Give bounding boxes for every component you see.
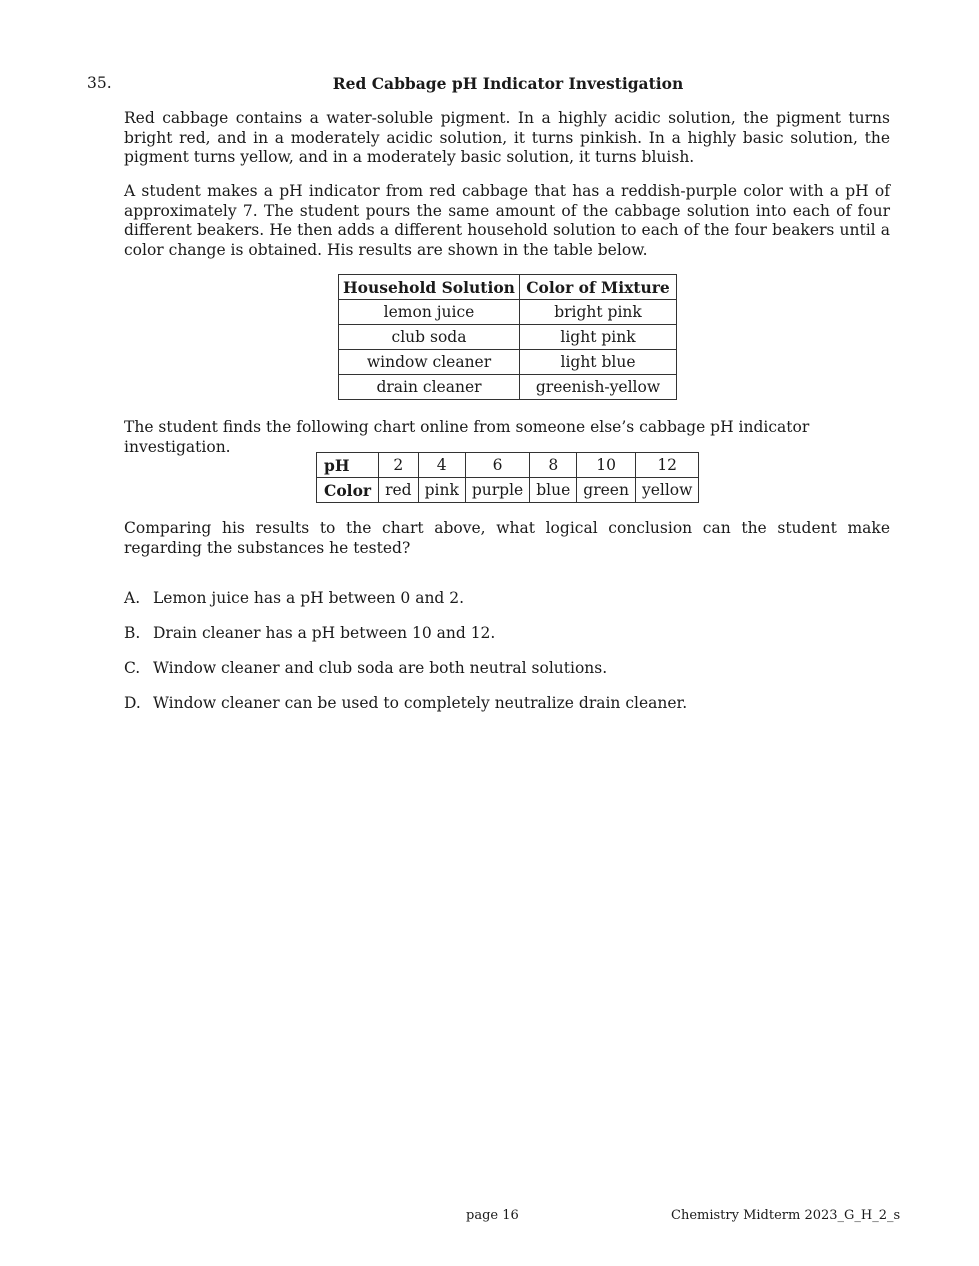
ph-chart-table [316,452,699,503]
answer-option-c[interactable] [124,659,607,677]
color-row [317,478,699,503]
results-cell: drain cleaner [339,375,520,400]
results-table-header [339,275,677,300]
ph-value-cell: 2 [379,453,419,478]
results-header-color: Color of Mixture [520,275,677,300]
option-letter: A. [124,589,141,607]
results-cell: lemon juice [339,300,520,325]
results-cell: window cleaner [339,350,520,375]
option-text: Window cleaner can be used to completely neutralize drain cleaner. [153,694,688,712]
results-table [338,274,677,400]
results-header-solution: Household Solution [339,275,520,300]
page-number: page 16 [466,1208,519,1223]
table-row [339,375,677,400]
results-cell: light pink [520,325,677,350]
results-cell: light blue [520,350,677,375]
results-cell: bright pink [520,300,677,325]
answer-option-d[interactable] [124,694,687,712]
document-code: Chemistry Midterm 2023_G_H_2_s [671,1208,901,1223]
color-value-cell: purple [465,478,529,503]
results-cell: greenish-yellow [520,375,677,400]
color-value-cell: blue [530,478,577,503]
question-title: Red Cabbage pH Indicator Investigation [332,74,684,93]
ph-value-cell: 6 [465,453,529,478]
answer-option-b[interactable] [124,624,495,642]
option-text: Drain cleaner has a pH between 10 and 12. [153,624,496,642]
color-value-cell: red [379,478,419,503]
ph-row [317,453,699,478]
ph-row-label: pH [317,453,379,478]
question-number: 35. [87,74,112,92]
table-row [339,300,677,325]
question-prompt: Comparing his results to the chart above, what logical conclusion can the student make regarding the substances he tested? [124,519,890,557]
color-value-cell: pink [418,478,465,503]
intro-paragraph: Red cabbage contains a water-soluble pigment. In a highly acidic solution, the pigment turns bright red, and in a moderately acidic solution, it turns pinkish. In a highly basic solution, the pigment turns yellow, and in a moderately basic solution, it turns bluish. [124,109,890,166]
color-row-label: Color [317,478,379,503]
ph-value-cell: 10 [577,453,636,478]
table-row [339,325,677,350]
chart-intro-paragraph: The student finds the following chart online from someone else’s cabbage pH indicator investigation. [124,418,810,456]
option-letter: C. [124,659,141,677]
option-text: Window cleaner and club soda are both neutral solutions. [153,659,608,677]
table-row [339,350,677,375]
color-value-cell: green [577,478,636,503]
ph-value-cell: 8 [530,453,577,478]
results-cell: club soda [339,325,520,350]
color-value-cell: yellow [635,478,698,503]
answer-option-a[interactable] [124,589,464,607]
option-letter: B. [124,624,141,642]
option-text: Lemon juice has a pH between 0 and 2. [153,589,465,607]
procedure-paragraph: A student makes a pH indicator from red cabbage that has a reddish-purple color with a pH of approximately 7. The student pours the same amount of the cabbage solution into each of four different beakers. He then adds a different household solution to each of the four beakers until a color change is obtained. His results are shown in the table below. [124,182,890,259]
ph-value-cell: 12 [635,453,698,478]
option-letter: D. [124,694,141,712]
ph-value-cell: 4 [418,453,465,478]
